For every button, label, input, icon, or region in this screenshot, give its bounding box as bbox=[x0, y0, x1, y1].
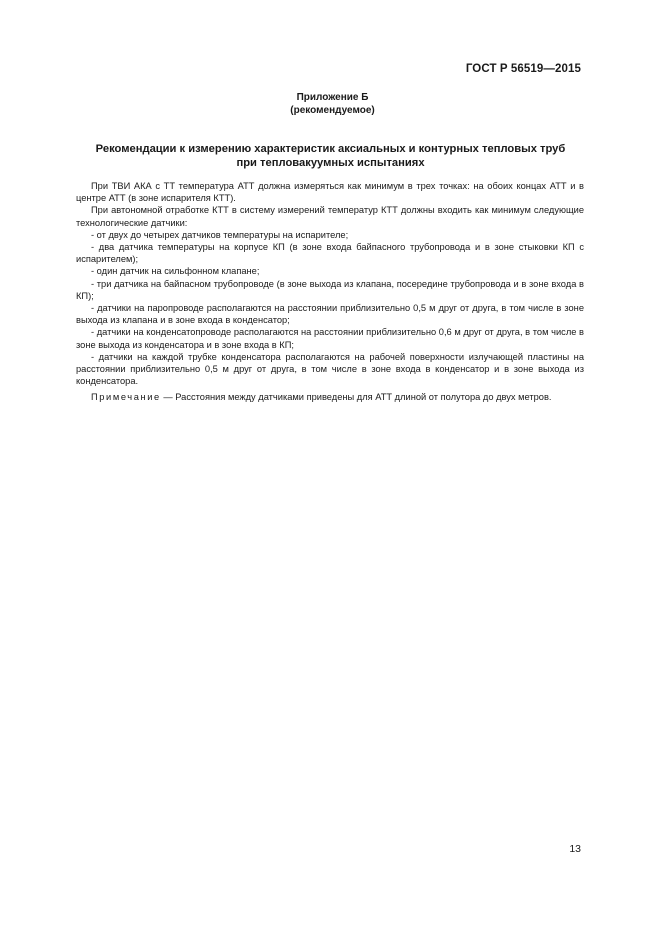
section-heading bbox=[70, 143, 591, 170]
paragraph: При ТВИ АКА с ТТ температура АТТ должна измеряться как минимум в трех точках: на обоих концах АТТ и в центре АТТ (в зоне испарителя КТТ). bbox=[76, 181, 584, 204]
section-heading-line-1: Рекомендации к измерению характеристик аксиальных и контурных тепловых труб bbox=[95, 143, 566, 155]
note-dash: — bbox=[160, 392, 176, 403]
note-text: Расстояния между датчиками приведены для АТТ длиной от полутора до двух метров. bbox=[175, 392, 552, 403]
paragraph: При автономной отработке КТТ в систему измерений температур КТТ должны входить как минимум следующие технологические датчики: bbox=[76, 205, 584, 228]
appendix-subtitle: (рекомендуемое) bbox=[290, 105, 375, 116]
document-id: ГОСТ Р 56519—2015 bbox=[465, 63, 581, 75]
note-label: Примечание bbox=[91, 392, 161, 403]
list-item: - один датчик на сильфонном клапане; bbox=[91, 266, 260, 277]
note bbox=[76, 391, 584, 403]
list-item: - от двух до четырех датчиков температуры на испарителе; bbox=[91, 229, 349, 240]
body-text bbox=[76, 180, 584, 404]
list-item: - датчики на паропроводе располагаются на расстоянии приблизительно 0,5 м друг от друга, в том числе в зоне выхода из клапана и в зоне входа в конденсатор; bbox=[76, 303, 584, 326]
list-item: - датчики на конденсатопроводе располагаются на расстоянии приблизительно 0,6 м друг от друга, в том числе в зоне выхода из конденсатора и в зоне входа в КП; bbox=[76, 327, 584, 350]
list-item: - два датчика температуры на корпусе КП (в зоне входа байпасного трубопровода и в зоне стыковки КП с испарителем); bbox=[76, 242, 584, 265]
list-item: - датчики на каждой трубке конденсатора располагаются на рабочей поверхности излучающей пластины на расстоянии приблизительно 0,5 м друг от друга, в том числе в зоне входа в конденсатор и в зоне выхода из конденсатора. bbox=[76, 351, 584, 387]
section-heading-line-2: при тепловакуумных испытаниях bbox=[236, 156, 425, 169]
appendix-title: Приложение Б bbox=[296, 92, 369, 103]
page-number: 13 bbox=[569, 843, 581, 855]
list-item: - три датчика на байпасном трубопроводе (в зоне выхода из клапана, посередине трубопровода и в зоне входа в КП); bbox=[76, 278, 584, 301]
appendix-block bbox=[0, 91, 661, 117]
